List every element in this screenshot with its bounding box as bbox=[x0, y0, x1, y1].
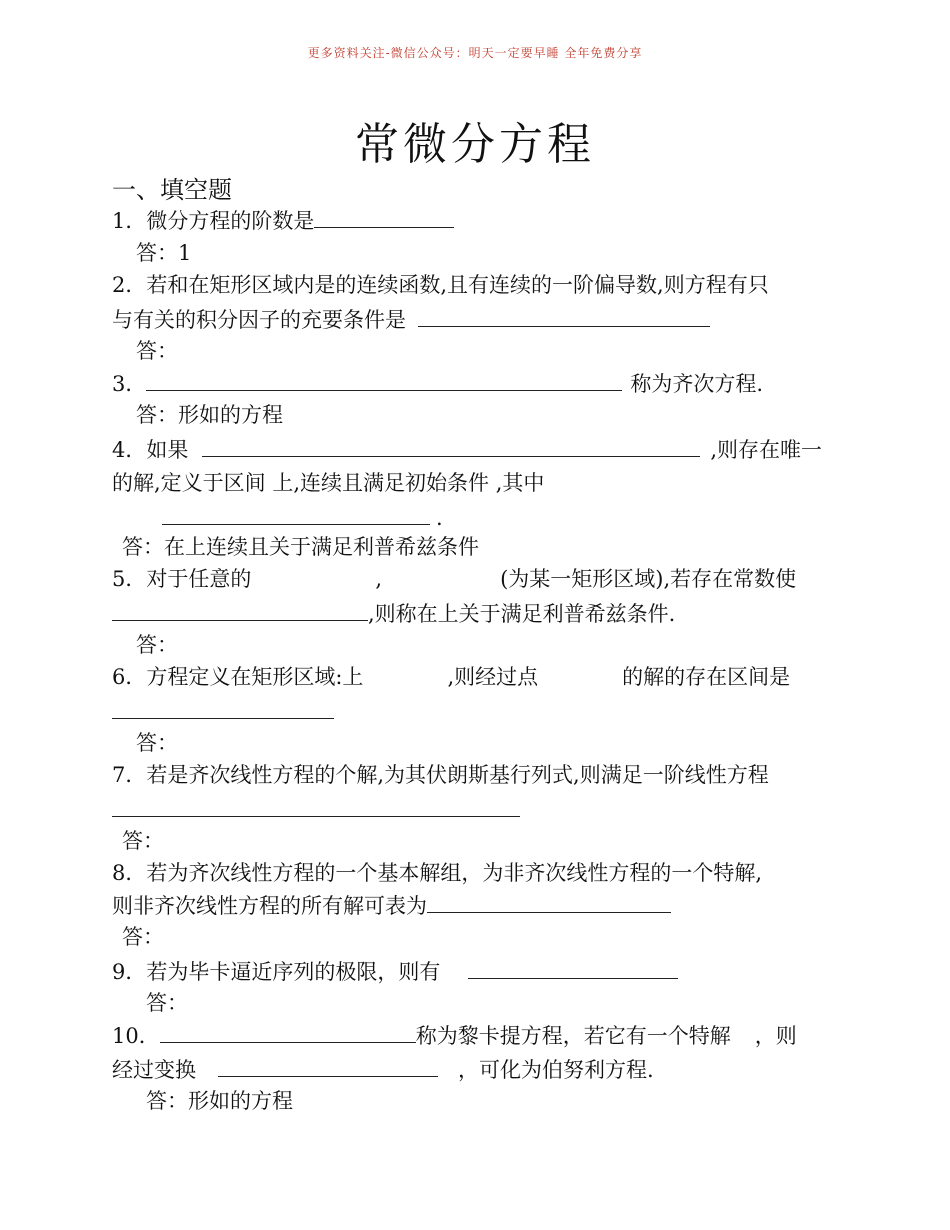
question-2-line2: 与有关的积分因子的充要条件是 bbox=[112, 304, 710, 335]
wechat-banner: 更多资料关注-微信公众号：明天一定要早睡 全年免费分享 bbox=[307, 46, 643, 60]
question-6-line2 bbox=[112, 696, 334, 727]
question-4-line3: . bbox=[162, 502, 443, 533]
answer-8: 答： bbox=[122, 925, 164, 949]
answer-blank bbox=[112, 696, 334, 719]
section-heading: 一、填空题 bbox=[112, 176, 232, 204]
answer-blank bbox=[112, 794, 520, 817]
question-2-line1: 2．若和在矩形区域内是的连续函数,且有连续的一阶偏导数,则方程有只 bbox=[112, 273, 769, 297]
question-1: 1．微分方程的阶数是 bbox=[112, 205, 454, 236]
answer-blank bbox=[427, 890, 671, 913]
page-title: 常微分方程 bbox=[355, 119, 595, 170]
question-5-line1: 5．对于任意的 , (为某一矩形区域),若存在常数使 bbox=[112, 567, 797, 591]
answer-blank bbox=[160, 1020, 416, 1043]
answer-1: 答：1 bbox=[136, 241, 192, 265]
answer-6: 答： bbox=[136, 731, 178, 755]
answer-2: 答： bbox=[136, 339, 178, 363]
question-4-line1: 4．如果 ,则存在唯一 bbox=[112, 434, 822, 465]
answer-blank bbox=[112, 598, 368, 621]
question-9: 9．若为毕卡逼近序列的极限，则有 bbox=[112, 956, 678, 987]
question-4-line2: 的解,定义于区间 上,连续且满足初始条件 ,其中 bbox=[112, 471, 545, 495]
question-5-line2: ,则称在上关于满足利普希兹条件. bbox=[112, 598, 675, 629]
answer-blank bbox=[146, 368, 622, 391]
answer-blank bbox=[418, 304, 710, 327]
answer-blank bbox=[218, 1054, 438, 1077]
answer-9: 答： bbox=[146, 991, 188, 1015]
answer-blank bbox=[468, 956, 678, 979]
question-10-line2: 经过变换 ，可化为伯努利方程. bbox=[112, 1054, 654, 1085]
answer-blank bbox=[202, 434, 700, 457]
answer-7: 答： bbox=[122, 829, 164, 853]
question-8-line1: 8．若为齐次线性方程的一个基本解组，为非齐次线性方程的一个特解, bbox=[112, 861, 763, 885]
question-10-line1: 10． 称为黎卡提方程，若它有一个特解 ，则 bbox=[112, 1020, 797, 1051]
answer-blank bbox=[314, 205, 454, 228]
answer-3: 答：形如的方程 bbox=[136, 403, 283, 427]
question-6-line1: 6．方程定义在矩形区域:上 ,则经过点 的解的存在区间是 bbox=[112, 665, 791, 689]
question-7-line2 bbox=[112, 794, 520, 825]
question-3: 3． 称为齐次方程. bbox=[112, 368, 763, 399]
answer-5: 答： bbox=[136, 633, 178, 657]
answer-4: 答：在上连续且关于满足利普希兹条件 bbox=[122, 535, 479, 559]
answer-blank bbox=[162, 502, 430, 525]
question-7-line1: 7．若是齐次线性方程的个解,为其伏朗斯基行列式,则满足一阶线性方程 bbox=[112, 763, 769, 787]
question-8-line2: 则非齐次线性方程的所有解可表为 bbox=[112, 890, 671, 921]
answer-10: 答：形如的方程 bbox=[146, 1089, 293, 1113]
